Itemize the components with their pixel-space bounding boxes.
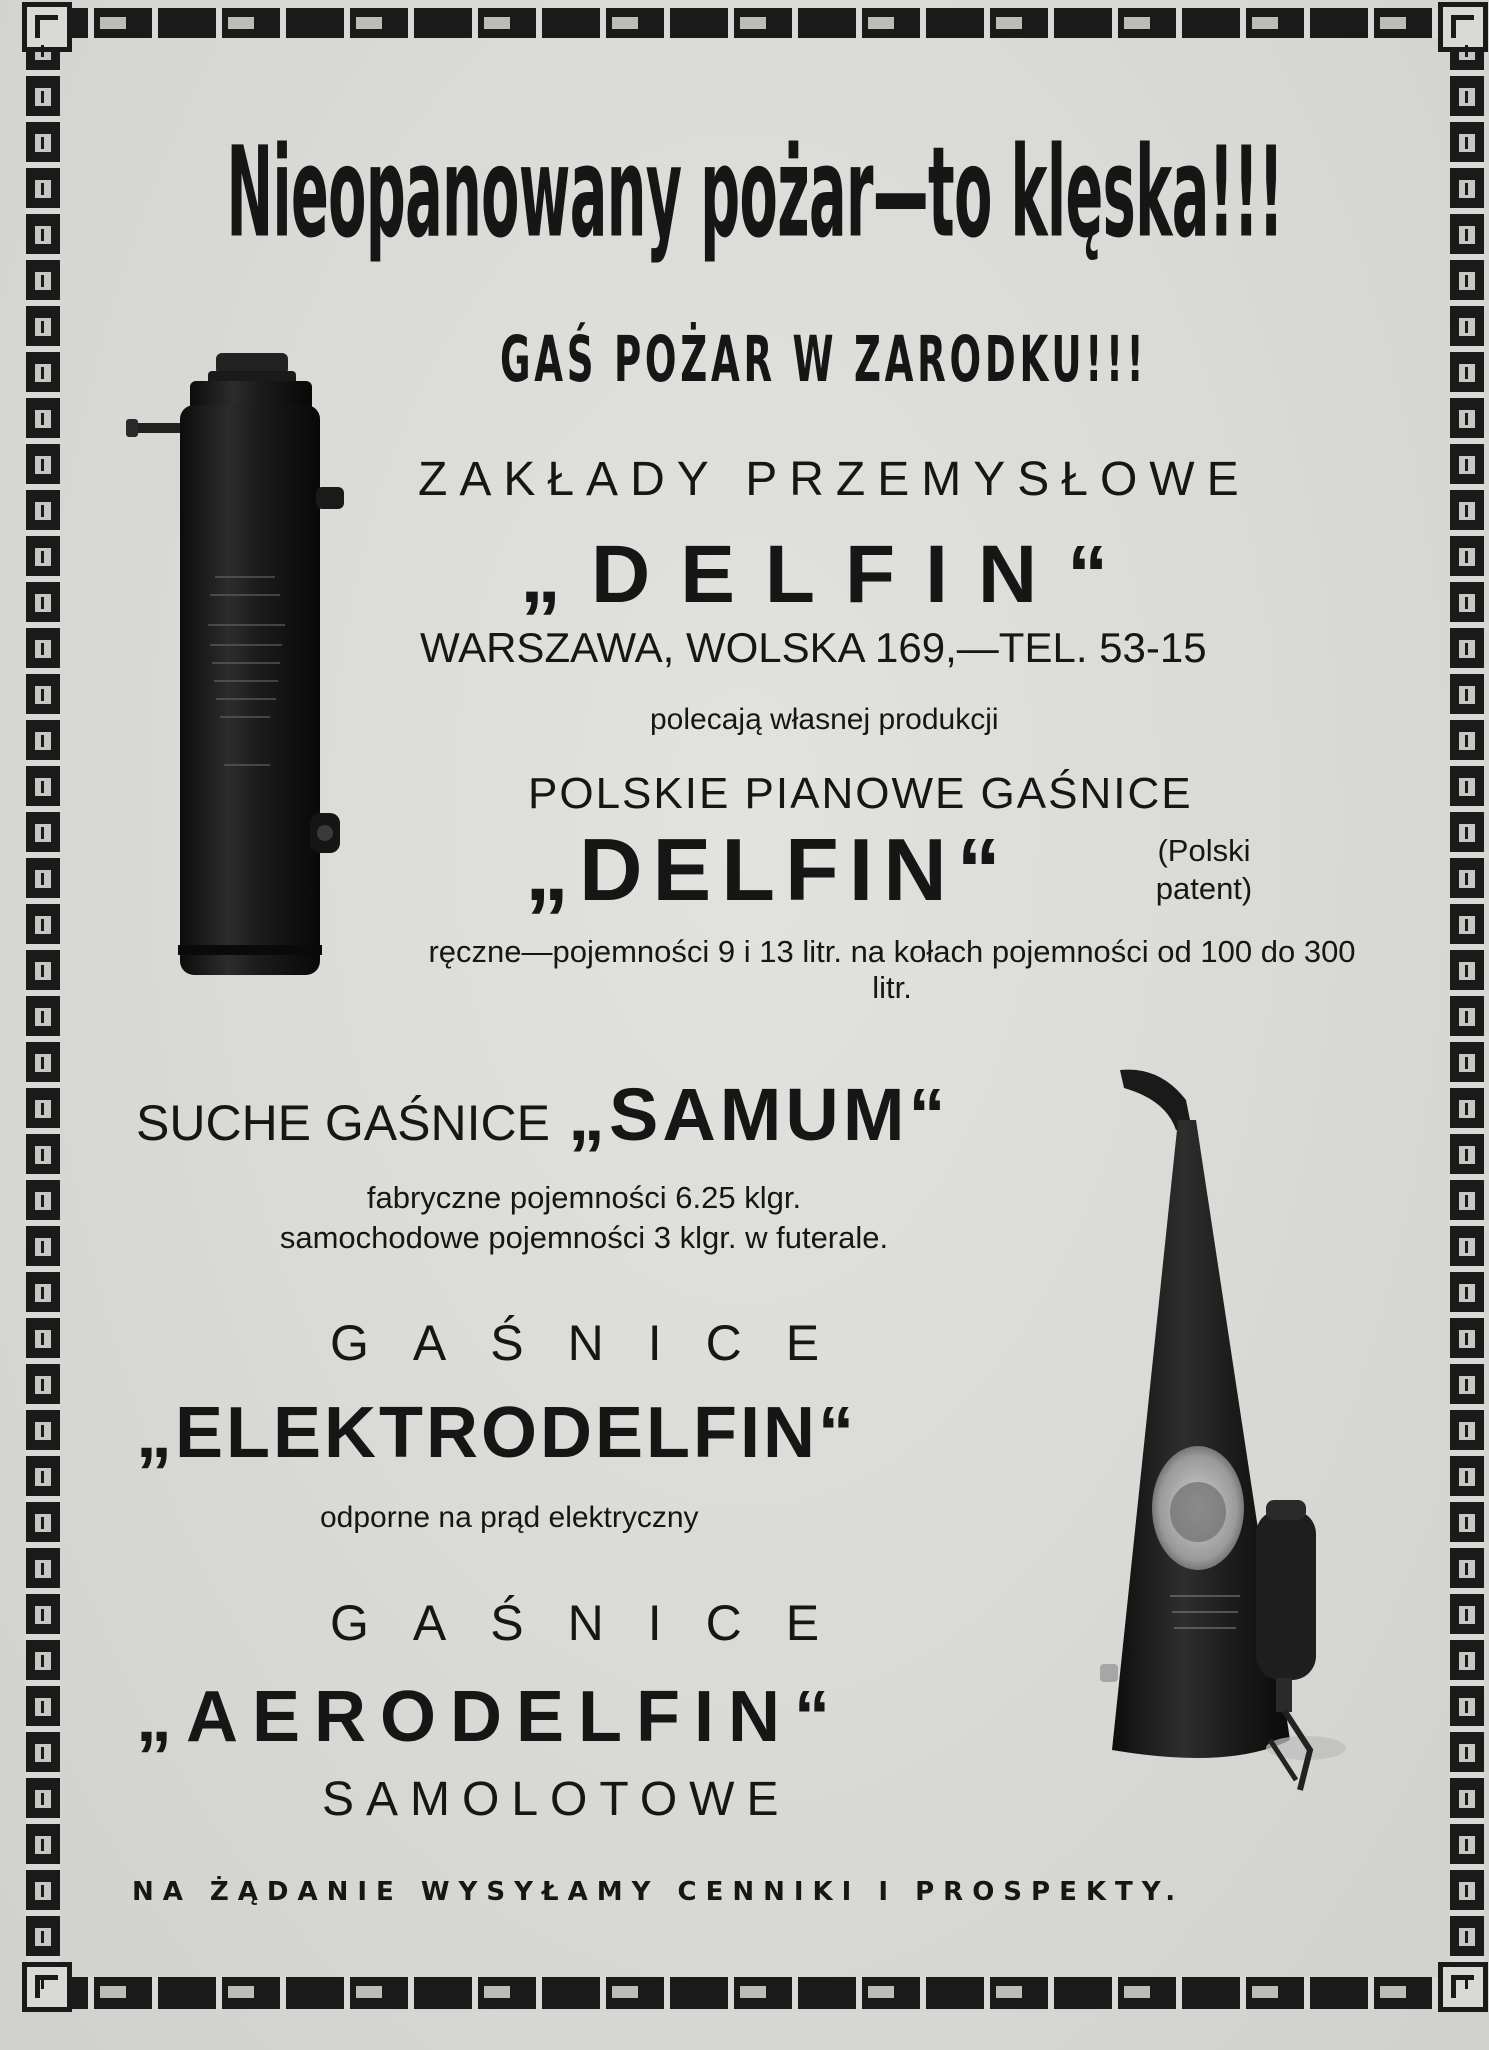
corner-ornament-icon [22,1962,72,2012]
conical-fire-extinguisher-illustration [1100,1060,1370,1820]
extinguisher-body [180,405,320,975]
company-address: WARSZAWA, WOLSKA 169,—TEL. 53-15 [420,624,1207,671]
border-left [26,30,60,2000]
dry-extinguisher-line-2: samochodowe pojemności 3 klgr. w futerale. [279,1220,889,1255]
aero-extinguisher-brand: „AERODELFIN“ [136,1677,844,1757]
dry-extinguisher-title: SUCHE GAŚNICE [136,1095,550,1151]
company-name: „DELFIN“ [520,529,1139,620]
foam-extinguisher-title: POLSKIE PIANOWE GAŚNICE [528,769,1193,818]
cylindrical-fire-extinguisher-illustration [120,345,350,985]
corner-ornament-icon [1438,1962,1488,2012]
border-right [1450,30,1484,2000]
border-bottom [30,1977,1458,2009]
elektro-extinguisher-label: GAŚNICE [330,1315,864,1371]
recommend-text: polecają własnej produkcji [650,703,999,736]
corner-ornament-icon [1438,2,1488,52]
foam-extinguisher-brand: „DELFIN“ [525,820,1011,919]
footer-line: NA ŻĄDANIE WYSYŁAMY CENNIKI I PROSPEKTY. [132,1877,1185,1907]
dry-extinguisher-brand: „SAMUM“ [567,1073,950,1156]
headline: Nieopanowany pożar—to klęska!!! [226,119,1284,266]
corner-ornament-icon [22,2,72,52]
company-type: ZAKŁADY PRZEMYSŁOWE [418,453,1251,506]
aero-extinguisher-label: GAŚNICE [330,1595,864,1651]
dry-extinguisher-heading [136,1075,1036,1158]
sub-headline: GAŚ POŻAR W ZARODKU!!! [500,323,1148,397]
elektro-extinguisher-brand: „ELEKTRODELFIN“ [136,1393,857,1473]
extinguisher-handle [316,487,344,509]
elektro-extinguisher-description: odporne na prąd elektryczny [320,1501,699,1534]
patent-note: (Polski patent) [1155,833,1253,906]
aero-extinguisher-subtitle: SAMOLOTOWE [322,1773,791,1826]
dry-extinguisher-description [134,1178,1034,1258]
extinguisher-cartridge [1256,1510,1316,1680]
dry-extinguisher-line-1: fabryczne pojemności 6.25 klgr. [366,1180,802,1215]
foam-extinguisher-description: ręczne—pojemności 9 i 13 litr. na kołach pojemności od 100 do 300 litr. [428,934,1356,1005]
border-top [30,8,1458,38]
